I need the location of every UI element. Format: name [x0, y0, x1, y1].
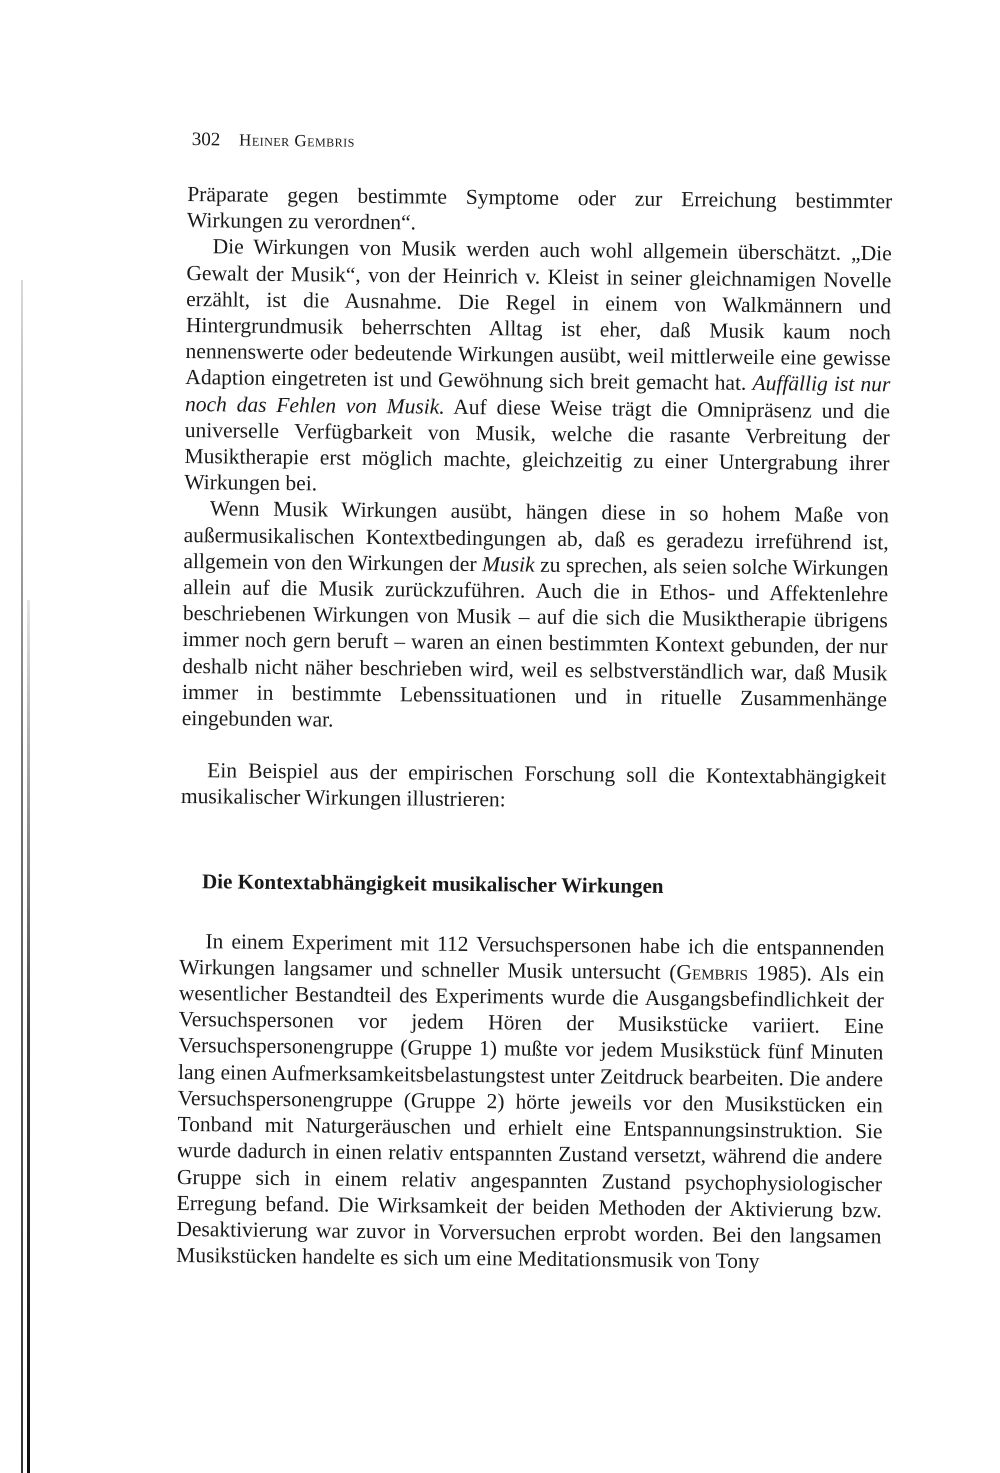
paragraph-5 — [176, 928, 885, 1276]
page-binding-edge — [0, 0, 40, 1473]
page-number: 302 — [191, 129, 221, 151]
paragraph-3-text-a: Wenn Musik Wirkungen ausübt, hängen diese in so hohem Maße von außermusikalischen Kontextbedingungen ab, daß es geradezu irreführend ist, allgemein von den Wirkungen der — [183, 496, 890, 576]
citation-author: Gembris — [676, 960, 748, 985]
running-head-author: Heiner Gembris — [238, 130, 356, 151]
paragraph-5-text-b: 1985). Als ein wesentlicher Bestandteil des Experiments wurde die Ausgangsbefindlichkeit der Versuchspersonen vor jedem Hören der Musikstücke variiert. Eine Versuchspersonengruppe (Gruppe 1) mußte vor jedem Musikstück fünf Minuten lang einen Aufmerksamkeitsbelastungstest unter Zeitdruck bearbeiten. Die andere Versuchspersonengruppe (Gruppe 2) hörte jeweils vor den Musikstücken ein Tonband mit Naturgeräuschen und erhielt eine Entspannungsinstruktion. Sie wurde dadurch in einen relativ entspannten Zustand versetzt, während die andere Gruppe sich in einem relativ angespannten Zustand psychophysiologischer Erregung befand. Die Wirksamkeit der beiden Methoden der Aktivierung bzw. Desaktivierung war zuvor in Vorversuchen erprobt worden. Bei den langsamen Musikstücken handelte es sich um eine Meditationsmusik von Tony — [176, 960, 885, 1274]
paragraph-2-text-a: Die Wirkungen von Musik werden auch wohl allgemein überschätzt. „Die Gewalt der Musik“, von der Heinrich v. Kleist in seiner gleichnamigen Novelle erzählt, ist die Ausnahme. Die Regel in einem von Walkmännern und Hintergrundmusik beherrschten Alltag ist eher, daß Musik kaum noch nennenswerte oder bedeutende Wirkungen ausübt, weil mittlerweile eine gewisse Adaption eingetreten ist und Gewöhnung sich breit gemacht hat. — [185, 234, 892, 396]
running-head — [192, 125, 893, 162]
paragraph-5-text-a: In einem Experiment mit 112 Versuchspersonen habe ich die entspannenden Wirkungen langsamer und schneller Musik untersucht ( — [179, 928, 885, 985]
paragraph-2-emphasis: Auffällig ist nur noch das Fehlen von Musik. — [184, 371, 891, 419]
paragraph-2 — [184, 233, 892, 502]
paragraph-1: Präparate gegen bestimmte Symptome oder zur Erreichung bestimmter Wirkungen zu verordnen“. — [186, 181, 893, 235]
section-heading: Die Kontextabhängigkeit musikalischer Wirkungen — [201, 868, 664, 898]
paragraph-3 — [182, 495, 889, 738]
paragraph-3-emphasis: Musik — [481, 551, 535, 577]
book-page — [176, 125, 893, 1276]
paragraph-4: Ein Beispiel aus der empirischen Forschung soll die Kontextabhängigkeit musikalischer Wirkungen illustrieren: — [180, 758, 887, 812]
paragraph-2-text-b: Auf diese Weise trägt die Omnipräsenz und die universelle Verfügbarkeit von Musik, welche die rasante Verbreitung der Musiktherapie erst möglich machte, gleichzeitig zu einer Untergrabung ihrer Wirkungen bei. — [184, 394, 891, 496]
paragraph-3-text-b: zu sprechen, als seien solche Wirkungen allein auf die Musik zurückzuführen. Auch die in Ethos- und Affektenlehre beschriebenen Wirkungen von Musik – auf die sich die Musiktherapie übrigens immer noch gern beruft – waren an einen bestimmten Kontext gebunden, der nur deshalb nicht näher beschrieben wird, weil es selbstverständlich war, daß Musik immer in bestimmte Lebenssituationen und in rituelle Zusammenhänge eingebunden war. — [181, 552, 889, 732]
body-text — [176, 181, 892, 1276]
binding-shadow-line — [27, 600, 30, 1473]
binding-shadow-line — [21, 280, 23, 1473]
